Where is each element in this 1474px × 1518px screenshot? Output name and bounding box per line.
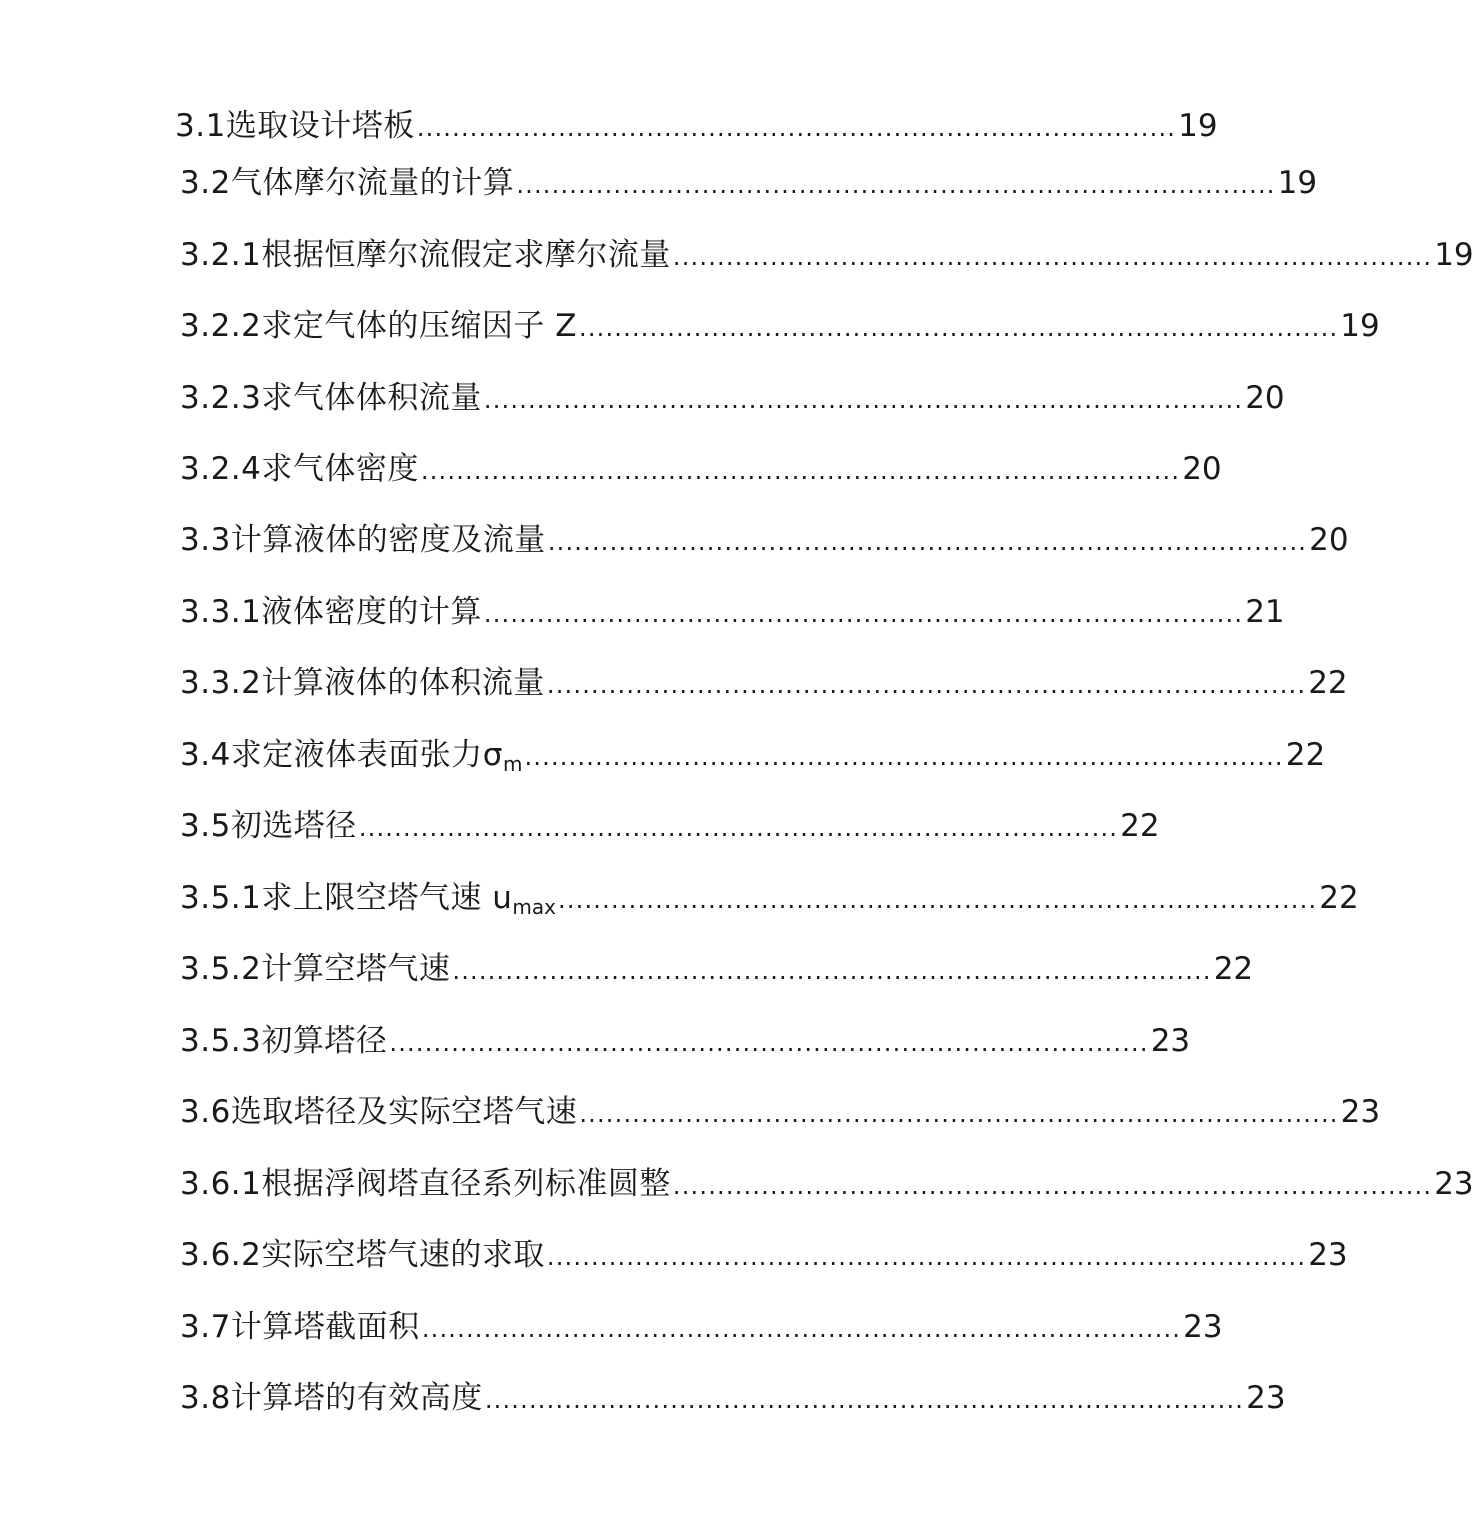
toc-entry-number: 3.6 bbox=[180, 1094, 231, 1130]
toc-entry-page: 22 bbox=[1308, 665, 1348, 701]
toc-dot-leader: ...................................................................................... bbox=[358, 814, 1119, 842]
toc-entry-number: 3.2.1 bbox=[180, 237, 262, 273]
toc-dot-leader: ...................................................................................... bbox=[416, 114, 1177, 142]
toc-entry-title: 计算塔截面积 bbox=[230, 1309, 420, 1345]
toc-entry-page: 21 bbox=[1245, 594, 1285, 630]
toc-entry-title: 根据浮阀塔直径系列标准圆整 bbox=[261, 1166, 671, 1202]
toc-entry-title: 实际空塔气速的求取 bbox=[261, 1237, 545, 1273]
toc-dot-leader: ...................................................................................... bbox=[483, 386, 1244, 414]
toc-dot-leader: ...................................................................................... bbox=[546, 671, 1307, 699]
toc-entry[interactable] bbox=[180, 947, 1254, 991]
toc-entry-number: 3.6.2 bbox=[180, 1237, 262, 1273]
toc-entry-number: 3.5 bbox=[180, 808, 231, 844]
toc-entry[interactable] bbox=[180, 1090, 1381, 1134]
toc-entry-title: 计算空塔气速 bbox=[261, 951, 451, 987]
toc-entry-page: 20 bbox=[1245, 380, 1285, 416]
toc-entry-title: 选取塔径及实际空塔气速 bbox=[230, 1094, 578, 1130]
toc-dot-leader: ...................................................................................... bbox=[546, 1243, 1307, 1271]
toc-entry[interactable] bbox=[180, 1162, 1474, 1206]
toc-dot-leader: ...................................................................................... bbox=[516, 171, 1276, 199]
toc-entry-page: 19 bbox=[1277, 165, 1318, 201]
toc-dot-leader: ...................................................................................... bbox=[672, 1172, 1433, 1200]
toc-entry-page: 20 bbox=[1182, 451, 1222, 487]
toc-entry-title: 气体摩尔流量的计算 bbox=[230, 165, 515, 201]
toc-entry-title: 求定气体的压缩因子 Z bbox=[261, 308, 577, 344]
toc-dot-leader: ...................................................................................... bbox=[421, 1315, 1182, 1343]
toc-entry-page: 23 bbox=[1150, 1023, 1191, 1059]
toc-entry-page: 22 bbox=[1285, 737, 1326, 773]
toc-entry-title: 计算液体的密度及流量 bbox=[230, 522, 546, 558]
toc-dot-leader: ...................................................................................... bbox=[420, 457, 1181, 485]
toc-entry-page: 23 bbox=[1340, 1094, 1381, 1130]
toc-entry-page: 23 bbox=[1183, 1309, 1223, 1345]
toc-entry-number: 3.8 bbox=[180, 1380, 231, 1416]
toc-entry-page: 23 bbox=[1308, 1237, 1348, 1273]
toc-entry-page: 19 bbox=[1434, 237, 1474, 273]
toc-entry[interactable] bbox=[180, 304, 1380, 348]
toc-entry-number: 3.7 bbox=[180, 1309, 231, 1345]
toc-entry-title: 求气体密度 bbox=[261, 451, 419, 487]
toc-entry-subscript: max bbox=[512, 895, 556, 919]
toc-dot-leader: ...................................................................................... bbox=[578, 314, 1339, 342]
toc-entry[interactable] bbox=[180, 1305, 1223, 1349]
toc-entry[interactable] bbox=[180, 161, 1318, 205]
toc-entry-page: 19 bbox=[1178, 108, 1218, 144]
toc-dot-leader: ...................................................................................... bbox=[389, 1029, 1149, 1057]
toc-entry-number: 3.2 bbox=[180, 165, 231, 201]
toc-entry[interactable] bbox=[180, 1019, 1191, 1063]
toc-entry-number: 3.2.4 bbox=[180, 451, 262, 487]
toc-entry[interactable] bbox=[180, 447, 1222, 491]
toc-entry-title: 根据恒摩尔流假定求摩尔流量 bbox=[261, 237, 671, 273]
toc-entry-title: 计算液体的体积流量 bbox=[261, 665, 545, 701]
toc-entry-title: 求上限空塔气速 u bbox=[261, 880, 513, 916]
toc-dot-leader: ...................................................................................... bbox=[579, 1100, 1339, 1128]
toc-dot-leader: ...................................................................................... bbox=[557, 886, 1318, 914]
toc-entry-number: 3.1 bbox=[175, 108, 226, 144]
toc-entry[interactable] bbox=[180, 518, 1349, 562]
toc-entry[interactable] bbox=[180, 376, 1285, 420]
toc-entry[interactable] bbox=[180, 733, 1326, 777]
toc-entry[interactable] bbox=[180, 590, 1285, 634]
toc-entry-number: 3.4 bbox=[180, 737, 231, 773]
toc-entry[interactable] bbox=[180, 1376, 1286, 1420]
toc-dot-leader: ...................................................................................... bbox=[524, 743, 1284, 771]
toc-entry-page: 23 bbox=[1434, 1166, 1474, 1202]
toc-entry-title: 求定液体表面张力σ bbox=[230, 737, 503, 773]
toc-entry[interactable] bbox=[180, 804, 1160, 848]
toc-entry-title: 计算塔的有效高度 bbox=[230, 1380, 483, 1416]
toc-entry-title: 初选塔径 bbox=[230, 808, 357, 844]
toc-dot-leader: ...................................................................................... bbox=[452, 957, 1212, 985]
toc-entry-number: 3.3.1 bbox=[180, 594, 262, 630]
toc-entry-number: 3.3.2 bbox=[180, 665, 262, 701]
toc-entry-page: 22 bbox=[1213, 951, 1254, 987]
toc-dot-leader: ...................................................................................... bbox=[483, 600, 1244, 628]
toc-entry[interactable] bbox=[180, 661, 1348, 705]
toc-dot-leader: ...................................................................................... bbox=[672, 243, 1433, 271]
toc-entry[interactable] bbox=[180, 233, 1474, 277]
toc-entry-number: 3.5.2 bbox=[180, 951, 262, 987]
toc-entry-title: 液体密度的计算 bbox=[261, 594, 482, 630]
toc-entry-number: 3.5.1 bbox=[180, 880, 262, 916]
toc-entry[interactable] bbox=[175, 104, 1218, 148]
toc-entry-page: 23 bbox=[1246, 1380, 1286, 1416]
toc-entry-number: 3.2.2 bbox=[180, 308, 262, 344]
toc-entry-subscript: m bbox=[502, 752, 523, 776]
toc-entry-title: 选取设计塔板 bbox=[225, 108, 415, 144]
toc-entry-page: 20 bbox=[1309, 522, 1349, 558]
toc-dot-leader: ...................................................................................... bbox=[547, 528, 1308, 556]
toc-entry[interactable] bbox=[180, 1233, 1348, 1277]
toc-entry-title: 求气体体积流量 bbox=[261, 380, 482, 416]
toc-entry-page: 19 bbox=[1340, 308, 1380, 344]
toc-entry[interactable] bbox=[180, 876, 1359, 920]
toc-dot-leader: ...................................................................................... bbox=[484, 1386, 1245, 1414]
toc-entry-number: 3.3 bbox=[180, 522, 231, 558]
toc-entry-number: 3.6.1 bbox=[180, 1166, 262, 1202]
toc-entry-number: 3.2.3 bbox=[180, 380, 262, 416]
toc-entry-title: 初算塔径 bbox=[261, 1023, 388, 1059]
toc-entry-number: 3.5.3 bbox=[180, 1023, 262, 1059]
toc-entry-page: 22 bbox=[1120, 808, 1160, 844]
toc-entry-page: 22 bbox=[1319, 880, 1359, 916]
